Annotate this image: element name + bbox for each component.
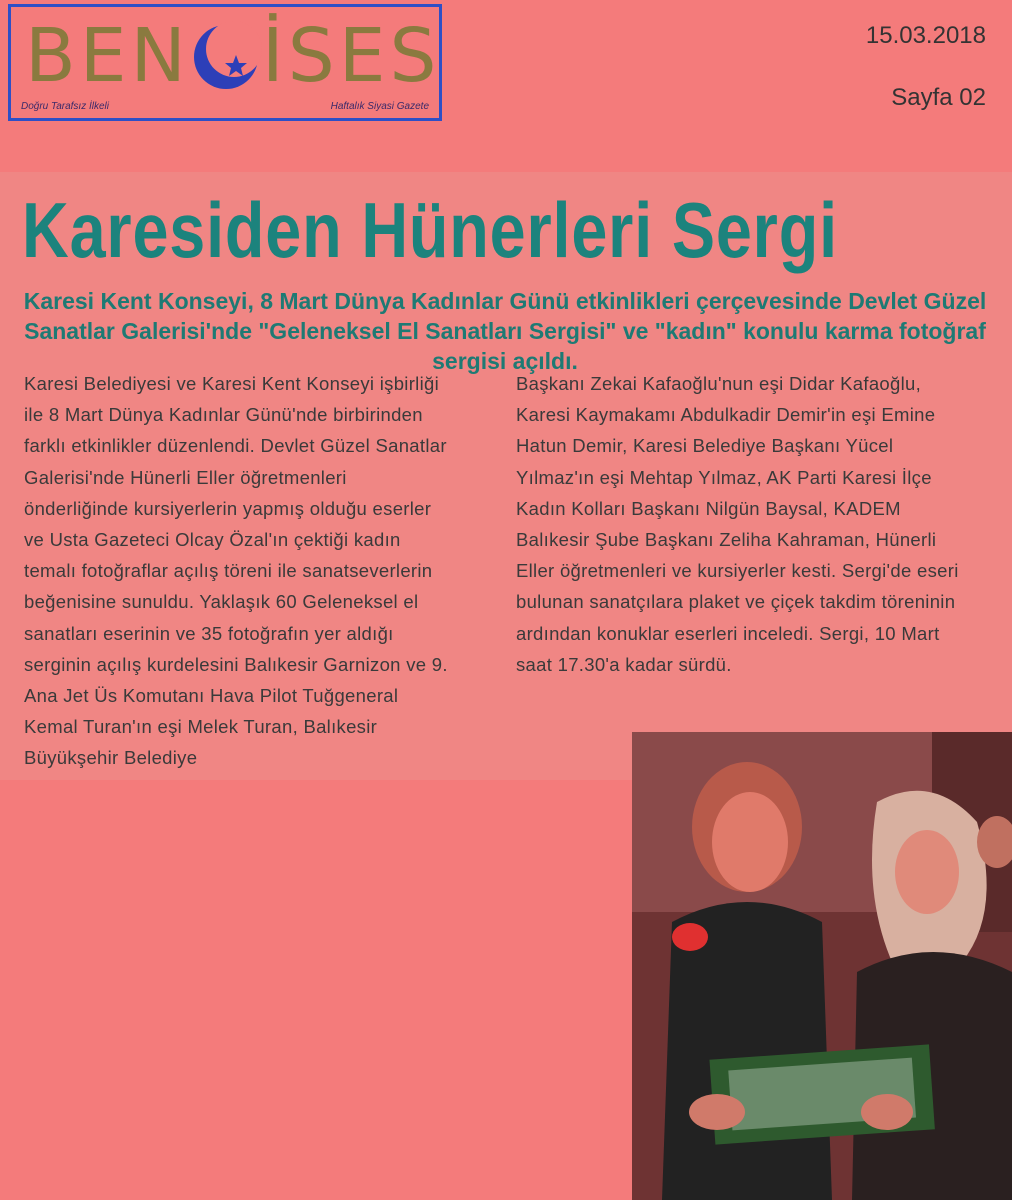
logo-wordmark: BEN İSES — [25, 13, 441, 99]
page-number: Sayfa 02 — [891, 84, 986, 111]
publication-date: 15.03.2018 — [865, 22, 986, 49]
article-photo — [632, 732, 1012, 1200]
article-column-2: Başkanı Zekai Kafaoğlu'nun eşi Didar Kafaoğlu, Karesi Kaymakamı Abdulkadir Demir'in eşi Emine Hatun Demir, Karesi Belediye Başkanı Yücel Yılmaz'ın eşi Mehtap Yılmaz, AK Parti Karesi İlçe Kadın Kolları Başkanı Nilgün Baysal, KADEM Balıkesir Şube Başkanı Zeliha Kahraman, Hünerli Eller öğretmenleri ve kursiyerler kesti. Sergi'de eseri bulunan sanatçılara plaket ve çiçek takdim töreninin ardından konuklar eserleri inceledi. Sergi, 10 Mart saat 17.30'a kadar sürdü. — [516, 373, 959, 675]
article-headline: Karesiden Hünerleri Sergi — [22, 186, 838, 274]
logo-slogan: Doğru Tarafsız İlkeli — [21, 101, 109, 112]
article-column-1: Karesi Belediyesi ve Karesi Kent Konseyi işbirliği ile 8 Mart Dünya Kadınlar Günü'nde birbirinden farklı etkinlikler düzenlendi. Devlet Güzel Sanatlar Galerisi'nde Hünerli Eller öğretmenleri önderliğinde kursiyerlerin yapmış olduğu eserler ve Usta Gazeteci Olcay Özal'ın çektiği kadın temalı fotoğraflar açılış töreni ile sanatseverlerin beğenisine sunuldu. Yaklaşık 60 Geleneksel el sanatları eserinin ve 35 fotoğrafın yer aldığı serginin açılış kurdelesini Balıkesir Garnizon ve 9. Ana Jet Üs Komutanı Hava Pilot Tuğgeneral Kemal Turan'ın eşi Melek Turan, Balıkesir Büyükşehir Belediye — [24, 373, 448, 769]
newspaper-logo — [8, 4, 442, 121]
article-lead: Karesi Kent Konseyi, 8 Mart Dünya Kadınlar Günü etkinlikleri çerçevesinde Devlet Güzel Sanatlar Galerisi'nde "Geleneksel El Sanatları Sergisi" ve "kadın" konulu karma fotoğraf sergisi açıldı. — [23, 288, 987, 374]
logo-subtitle: Haftalık Siyasi Gazete — [330, 101, 429, 112]
crescent-star-icon — [190, 19, 262, 93]
